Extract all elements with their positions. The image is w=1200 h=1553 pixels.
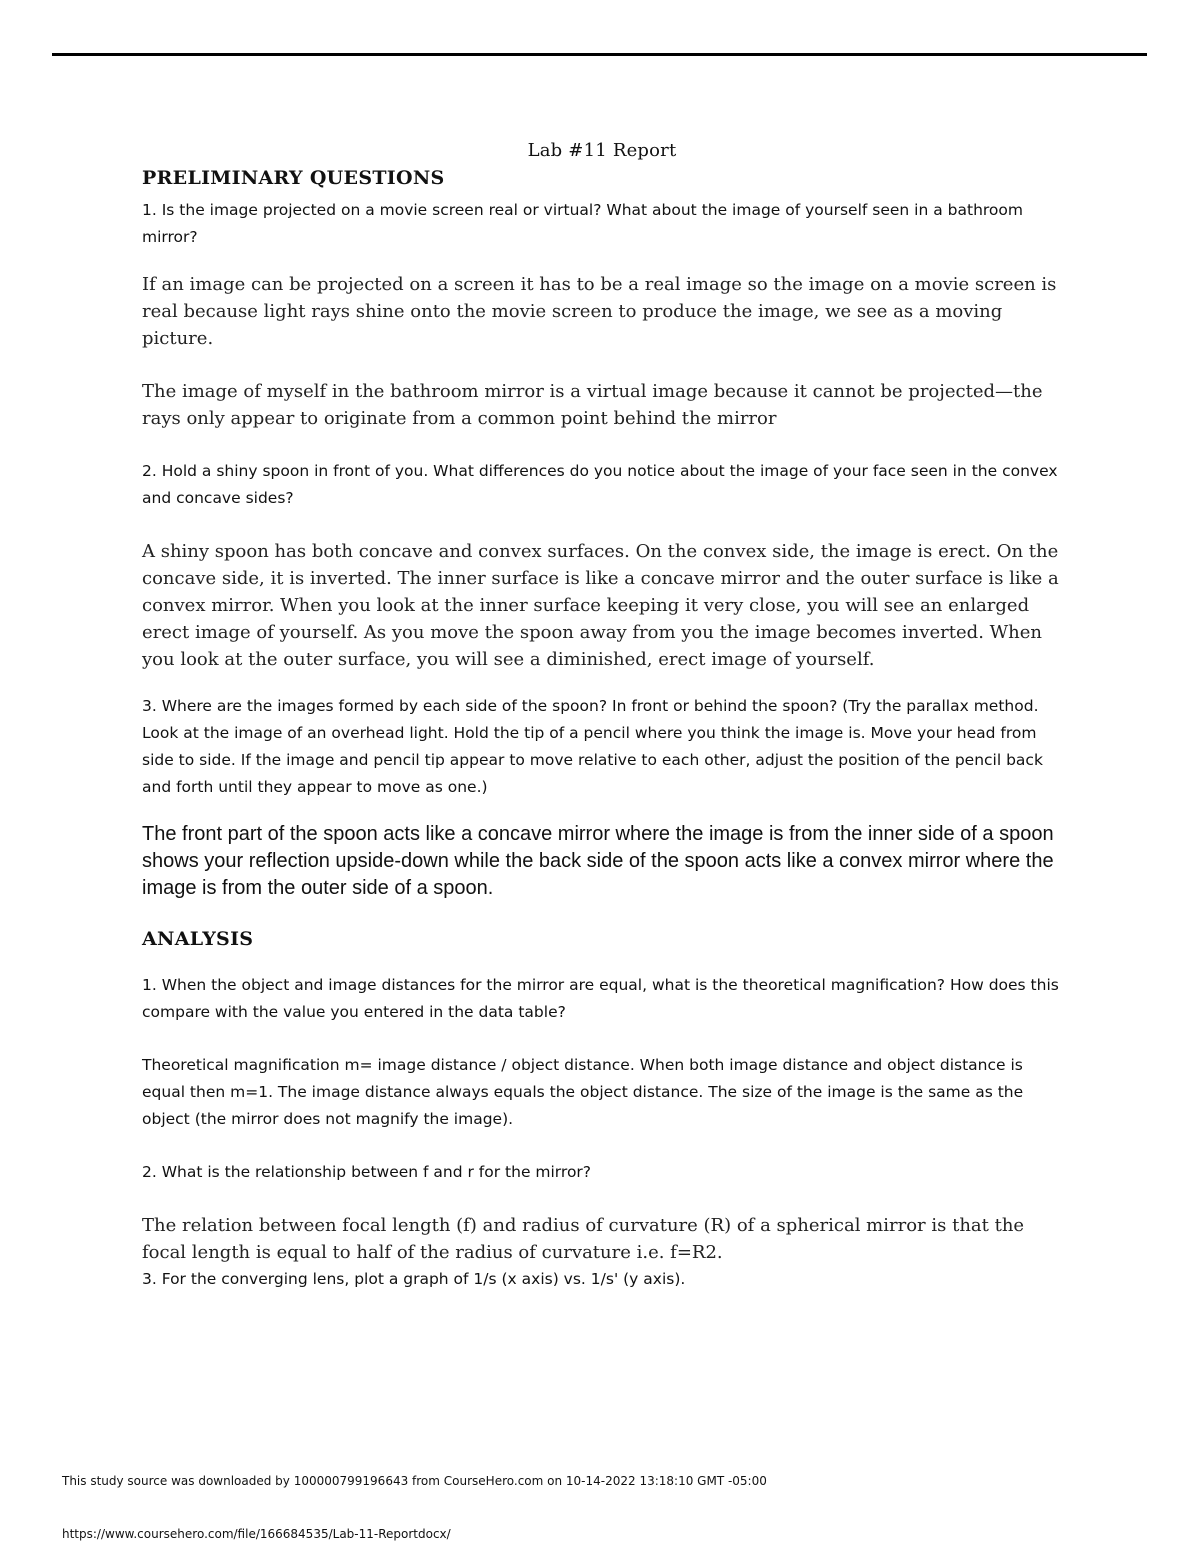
preliminary-heading: PRELIMINARY QUESTIONS	[142, 167, 445, 189]
question-3: 3. Where are the images formed by each side of the spoon? In front or behind the spoon? (Try the parallax method. Look at the image of an overhead light. Hold the tip of a pencil where you think the image is. Move your head from side to side. If the image and pencil tip appear to move relative to each other, adjust the position of the pencil back and forth until they appear to move as one.)	[142, 697, 1043, 796]
analysis-heading: ANALYSIS	[142, 928, 254, 950]
question-2: 2. Hold a shiny spoon in front of you. What differences do you notice about the image of your face seen in the convex and concave sides?	[142, 462, 1058, 507]
source-url[interactable]: https://www.coursehero.com/file/166684535/Lab-11-Reportdocx/	[62, 1527, 451, 1541]
analysis-answer-1: Theoretical magnification m= image distance / object distance. When both image distance and object distance is equal then m=1. The image distance always equals the object distance. The size of the image is the same as the object (the mirror does not magnify the image).	[142, 1056, 1024, 1128]
analysis-question-1: 1. When the object and image distances for the mirror are equal, what is the theoretical magnification? How does this compare with the value you entered in the data table?	[142, 976, 1059, 1021]
top-rule	[52, 53, 1147, 56]
answer-1-paragraph-2: The image of myself in the bathroom mirror is a virtual image because it cannot be projected—the rays only appear to originate from a common point behind the mirror	[142, 381, 1043, 429]
analysis-question-3: 3. For the converging lens, plot a graph of 1/s (x axis) vs. 1/s' (y axis).	[142, 1270, 686, 1288]
analysis-question-2: 2. What is the relationship between f and r for the mirror?	[142, 1163, 592, 1181]
source-note: This study source was downloaded by 100000799196643 from CourseHero.com on 10-14-2022 13:18:10 GMT -05:00	[62, 1474, 767, 1488]
question-1: 1. Is the image projected on a movie screen real or virtual? What about the image of yourself seen in a bathroom mirror?	[142, 201, 1023, 246]
answer-3: The front part of the spoon acts like a concave mirror where the image is from the inner side of a spoon shows your reflection upside-down while the back side of the spoon acts like a convex mirror where the image is from the outer side of a spoon.	[142, 823, 1054, 899]
document-title: Lab #11 Report	[527, 140, 677, 161]
analysis-answer-2: The relation between focal length (f) and radius of curvature (R) of a spherical mirror is that the focal length is equal to half of the radius of curvature i.e. f=R2.	[142, 1215, 1025, 1263]
answer-2: A shiny spoon has both concave and convex surfaces. On the convex side, the image is erect. On the concave side, it is inverted. The inner surface is like a concave mirror and the outer surface is like a convex mirror. When you look at the inner surface keeping it very close, you will see an enlarged erect image of yourself. As you move the spoon away from you the image becomes inverted. When you look at the outer surface, you will see a diminished, erect image of yourself.	[142, 541, 1059, 670]
answer-1-paragraph-1: If an image can be projected on a screen it has to be a real image so the image on a movie screen is real because light rays shine onto the movie screen to produce the image, we see as a moving picture.	[142, 274, 1057, 349]
document-page	[142, 140, 1062, 1293]
